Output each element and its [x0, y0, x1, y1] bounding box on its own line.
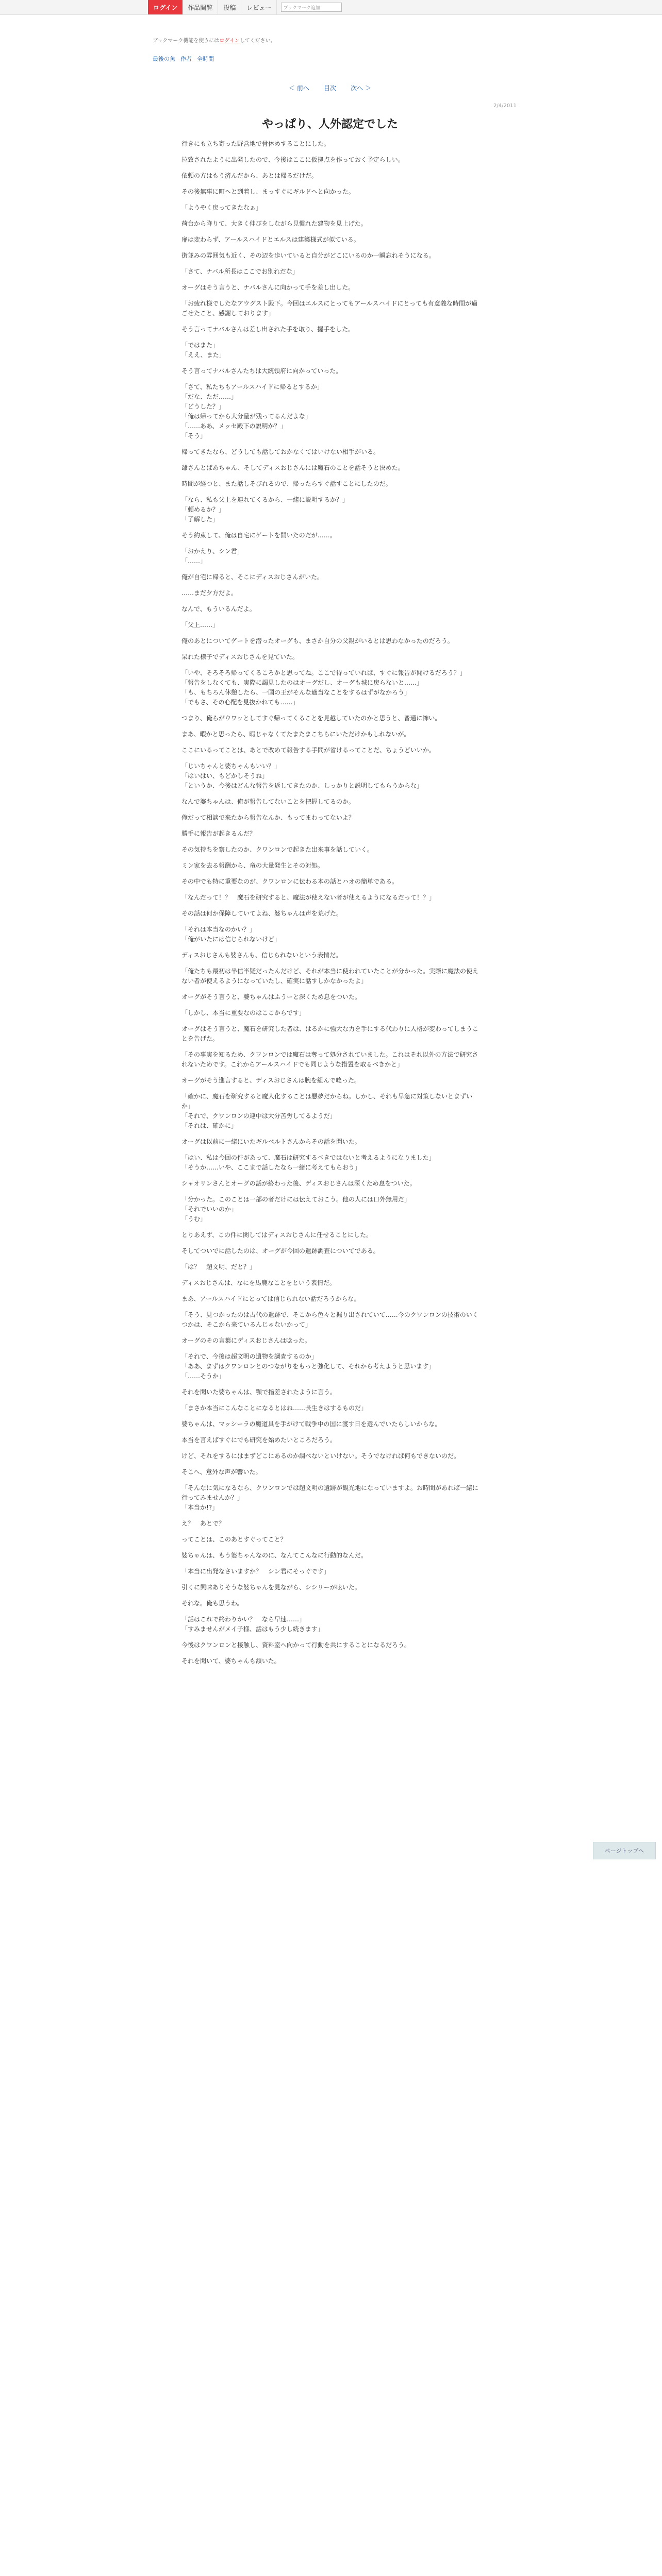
- paragraph: とりあえず、この件に関してはディスおじさんに任せることにした。: [181, 1231, 373, 1239]
- paragraph: 「まさか本当にこんなことになるとはね……長生きはするものだ」: [181, 1404, 368, 1412]
- paragraph: オーグはそう言うと、ナバルさんに向かって手を差し出した。: [181, 284, 355, 291]
- paragraph: ここにいるってことは、あとで改めて報告する手間が省けるってことだ、ちょうどいいか。: [181, 747, 436, 754]
- paragraph: そしてついでに話したのは、オーグが今回の遺跡調査についてである。: [181, 1247, 379, 1255]
- paragraph: オーグがそう進言すると、ディスおじさんは腕を組んで唸った。: [181, 1077, 361, 1084]
- paragraph: 婆ちゃんは、もう婆ちゃんなのに、なんてこんなに行動的なんだ。: [181, 1552, 368, 1559]
- paragraph: 「しかし、本当に重要なのはここからです」: [181, 1009, 305, 1016]
- paragraph: 「じいちゃんと婆ちゃんもいい？」 「はいはい、もどかしそうね」 「というか、今後はどんな報告を返してきたのか、しっかりと説明してもらうからな」: [181, 762, 423, 789]
- paragraph: まあ、暇かと思ったら、暇じゃなくてたまたまこちらにいただけかもしれないが。: [181, 731, 410, 738]
- paragraph: 「父上……」: [181, 621, 219, 629]
- paragraph: 勝手に報告が起きるんだ？: [181, 830, 256, 837]
- paragraph: 「俺たちも最初は半信半疑だったんだけど、それが本当に使われていたことが分かった。実際に魔法の使えない者が使えるようになっていたし、確実に話すしかなかったよ」: [181, 968, 479, 985]
- paragraph: 「それは本当なのかい？」 「俺がいたには信じられないけど」: [181, 926, 281, 943]
- paragraph: 本当を言えばすぐにでも研究を始めたいところだろう。: [181, 1436, 337, 1444]
- paragraph: そう言ってナバルさんは差し出された手を取り、握手をした。: [181, 326, 355, 333]
- paragraph: 婆ちゃんは、マッシーラの魔道具を手がけて戦争中の国に渡す日を選んでいたらしいからな。: [181, 1420, 441, 1428]
- breadcrumb: [153, 55, 214, 63]
- paragraph: 「ようやく戻ってきたなぁ」: [181, 204, 262, 211]
- paragraph: 「なんだって！？ 魔石を研究すると、魔法が使えない者が使えるようになるだって！？」: [181, 894, 436, 901]
- post-date: 2/4/2011: [493, 103, 517, 109]
- prev-link[interactable]: ＜ 前へ: [289, 84, 309, 92]
- paragraph: つまり、俺らがウワッとしてすぐ帰ってくることを見越していたのかと思うと、普通に怖い。: [181, 715, 441, 722]
- paragraph: 「お疲れ様でしたなアウグスト殿下。今回はエルスにとってもアールスハイドにとっても有意義な時間が過ごせたこと、感謝しております」: [181, 300, 478, 317]
- paragraph: 俺が自宅に帰ると、そこにディスおじさんがいた。: [181, 573, 324, 581]
- paragraph: 「さて、ナバル所長はここでお別れだな」: [181, 268, 299, 275]
- nav-review[interactable]: レビュー: [241, 0, 277, 14]
- paragraph: 俺のあとについてゲートを潜ったオーグも、まさか自分の父親がいるとは思わなかったのだろう。: [181, 637, 454, 645]
- paragraph: そこへ、意外な声が響いた。: [181, 1468, 262, 1476]
- paragraph: 「確かに、魔石を研究すると魔人化することは悪夢だからね。しかし、それも早急に対策しないとまずいか」 「それで、クワンロンの連中は大分苦労してるようだ」 「それは、確かに」: [181, 1093, 473, 1129]
- notice-suffix: してください。: [239, 38, 276, 44]
- bookmark-input[interactable]: ブックマーク追加: [281, 3, 342, 12]
- paragraph: 街並みの雰囲気も近く、その辺を歩いていると自分がどこにいるのか一瞬忘れそうになる。: [181, 252, 435, 259]
- paragraph: 扉は変わらず、アールスハイドとエルスは建築様式が似ている。: [181, 236, 360, 243]
- notice-prefix: ブックマーク機能を使うには: [153, 38, 220, 44]
- paragraph: その話は何か保障していてよね、婆ちゃんは声を荒げた。: [181, 910, 343, 917]
- paragraph: 「本当に出発なさいますか？ シン君にそっぐです」: [181, 1568, 330, 1575]
- paragraph: 「分かった。このことは一部の者だけには伝えておこう。他の人には口外無用だ」 「それでいいのか」 「うむ」: [181, 1196, 411, 1223]
- paragraph: けど、それをするにはまずどこにあるのか調べないといけない。そうでなければ何もできないのだ。: [181, 1452, 460, 1460]
- paragraph: 「おかえり、シン君」 「……」: [181, 548, 243, 565]
- paragraph: その後無事に町へと到着し、まっすぐにギルドへと向かった。: [181, 188, 355, 195]
- paragraph: 「いや、そろそろ帰ってくるころかと思ってね。ここで待っていれば、すぐに報告が聞けるだろう？」 「報告をしなくても、実際に謁見したのはオーグだし、オーグも城に戻らないと……」 「も、もちろん休憩したら、一国の王がそんな適当なことをするはずがなかろう」 「でもさ、その心配を見抜かれても……」: [181, 669, 466, 706]
- paragraph: 俺だって相談で来たから報告なんか、もってまわってないよ？: [181, 814, 355, 821]
- chapter-title: やっぱり、人外認定でした: [261, 118, 398, 131]
- notice-login-link[interactable]: ログイン: [219, 38, 240, 44]
- paragraph: 「そんなに気になるなら、クワンロンでは超文明の遺跡が観光地になっていますよ。お時間があれば一緒に行ってみませんか？」 「本当か!?」: [181, 1484, 479, 1511]
- next-link[interactable]: 次へ ＞: [351, 84, 371, 92]
- paragraph: ってことは、このあとすぐってこと？: [181, 1536, 287, 1543]
- paragraph: オーグはそう言うと、魔石を研究した者は、はるかに強大な力を手にする代わりに人格が変わってしまうことを告げた。: [181, 1025, 478, 1042]
- paragraph: ミン家を去る報酬から、竜の大量発生とその対処。: [181, 862, 324, 869]
- paragraph: ……まだ夕方だよ。: [181, 589, 238, 597]
- login-button[interactable]: ログイン: [148, 0, 183, 14]
- paragraph: ディスおじさんも婆さんも、信じられないという表情だ。: [181, 952, 342, 959]
- paragraph: その中でも特に重要なのが、クワンロンに伝わる本の話とハオの簡単である。: [181, 878, 399, 885]
- paragraph: そう約束して、俺は自宅にゲートを開いたのだが……。: [181, 532, 336, 539]
- paragraph: 帰ってきたなら、どうしても話しておかなくてはいけない相手がいる。: [181, 448, 380, 455]
- paragraph: そう言ってナバルさんたちは大統領府に向かっていった。: [181, 367, 342, 375]
- paragraph: え？ あとで？: [181, 1520, 225, 1527]
- chapter-pager: [289, 83, 371, 92]
- breadcrumb-work[interactable]: 最後の魚: [153, 56, 175, 62]
- index-link[interactable]: 目次: [323, 84, 336, 92]
- paragraph: 「ではまた」 「ええ、また」: [181, 342, 225, 359]
- paragraph: 今後はクワンロンと接触し、資料室へ向かって行動を共にすることになるだろう。: [181, 1641, 411, 1649]
- paragraph: 依頼の方はもう済んだから、あとは帰るだけだ。: [181, 172, 318, 179]
- breadcrumb-author[interactable]: 作者: [180, 56, 192, 62]
- paragraph: それな。俺も思うわ。: [181, 1600, 243, 1607]
- paragraph: なんで、もういるんだよ。: [181, 605, 256, 613]
- paragraph: 「なら、私も父上を連れてくるから、一緒に説明するか？」 「頼めるか？」 「了解した」: [181, 496, 349, 523]
- top-nav: [148, 0, 342, 14]
- nav-post[interactable]: 投稿: [218, 0, 241, 14]
- paragraph: オーグがそう言うと、婆ちゃんはふうーと深くため息をついた。: [181, 993, 361, 1001]
- paragraph: オーグのその言葉にディスおじさんは唸った。: [181, 1337, 311, 1344]
- page-top-button[interactable]: ページトップへ: [593, 1842, 656, 1859]
- paragraph: オーグは以前に一緒にいたギルベルトさんからその話を聞いた。: [181, 1138, 361, 1145]
- paragraph: 「話はこれで終わりかい？ なら早速……」 「すみませんがメイ子様、話はもう少し続きます」: [181, 1616, 324, 1633]
- nav-browse[interactable]: 作品閲覧: [183, 0, 218, 14]
- top-bar: [0, 0, 662, 15]
- paragraph: 時間が経つと、また話しそびれるので、帰ったらすぐ話すことにしたのだ。: [181, 480, 392, 487]
- paragraph: 「さて、私たちもアールスハイドに帰るとするか」 「だな、ただ……」 「どうした？」 「俺は帰ってから大分量が残ってるんだよな」 「……ああ、メッセ殿下の説明か？」 「そう」: [181, 383, 323, 439]
- paragraph: なんで婆ちゃんは、俺が報告してないことを把握してるのか。: [181, 798, 355, 805]
- paragraph: それを聞いて、婆ちゃんも頷いた。: [181, 1657, 280, 1665]
- paragraph: 呆れた様子でディスおじさんを見ていた。: [181, 653, 299, 660]
- paragraph: 荷台から降りて、大きく伸びをしながら見慣れた建物を見上げた。: [181, 220, 367, 227]
- paragraph: シャオリンさんとオーグの話が終わった後、ディスおじさんは深くため息をついた。: [181, 1180, 416, 1187]
- paragraph: 「それで、今後は超文明の遺物を調査するのか」 「ああ、まずはクワンロンとのつながりをもっと強化して、それから考えようと思います」 「……そうか」: [181, 1353, 435, 1380]
- paragraph: 「はい、私は今回の件があって、魔石は研究するべきではないと考えるようになりました」 「そうか……いや、ここまで話したなら一緒に考えてもらおう」: [181, 1154, 435, 1171]
- paragraph: それを聞いた婆ちゃんは、顎で指差されたように言う。: [181, 1388, 337, 1396]
- paragraph: 拉致されたように出発したので、今後はここに仮拠点を作っておく予定らしい。: [181, 156, 404, 163]
- login-notice: [153, 36, 276, 44]
- paragraph: 「その事実を知るため、クワンロンでは魔石は奪って処分されていました。これはそれ以外の方法で研究されないためです。これからアールスハイドでも同じような措置を取るべきかと」: [181, 1051, 478, 1068]
- paragraph: 「そう、見つかったのは古代の遺跡で、そこから色々と掘り出されていて……今のクワンロンの技術のいくつかは、そこから来ているんじゃないかって」: [181, 1311, 478, 1328]
- paragraph: ディスおじさんは、なにを馬鹿なことをという表情だ。: [181, 1279, 336, 1286]
- paragraph: 引くに興味ありそうな婆ちゃんを見ながら、シシリーが呟いた。: [181, 1584, 361, 1591]
- breadcrumb-all[interactable]: 全時間: [197, 56, 214, 62]
- paragraph: 「は？ 超文明、だと？」: [181, 1263, 256, 1270]
- story-body: [181, 139, 481, 1672]
- paragraph: 行きにも立ち寄った野営地で骨休めすることにした。: [181, 140, 330, 147]
- paragraph: 爺さんとばあちゃん、そしてディスおじさんには魔石のことを話そうと決めた。: [181, 464, 404, 471]
- paragraph: その気持ちを察したのか、クワンロンで起きた出来事を話していく。: [181, 846, 373, 853]
- paragraph: まあ、アールスハイドにとっては信じられない話だろうからな。: [181, 1295, 360, 1302]
